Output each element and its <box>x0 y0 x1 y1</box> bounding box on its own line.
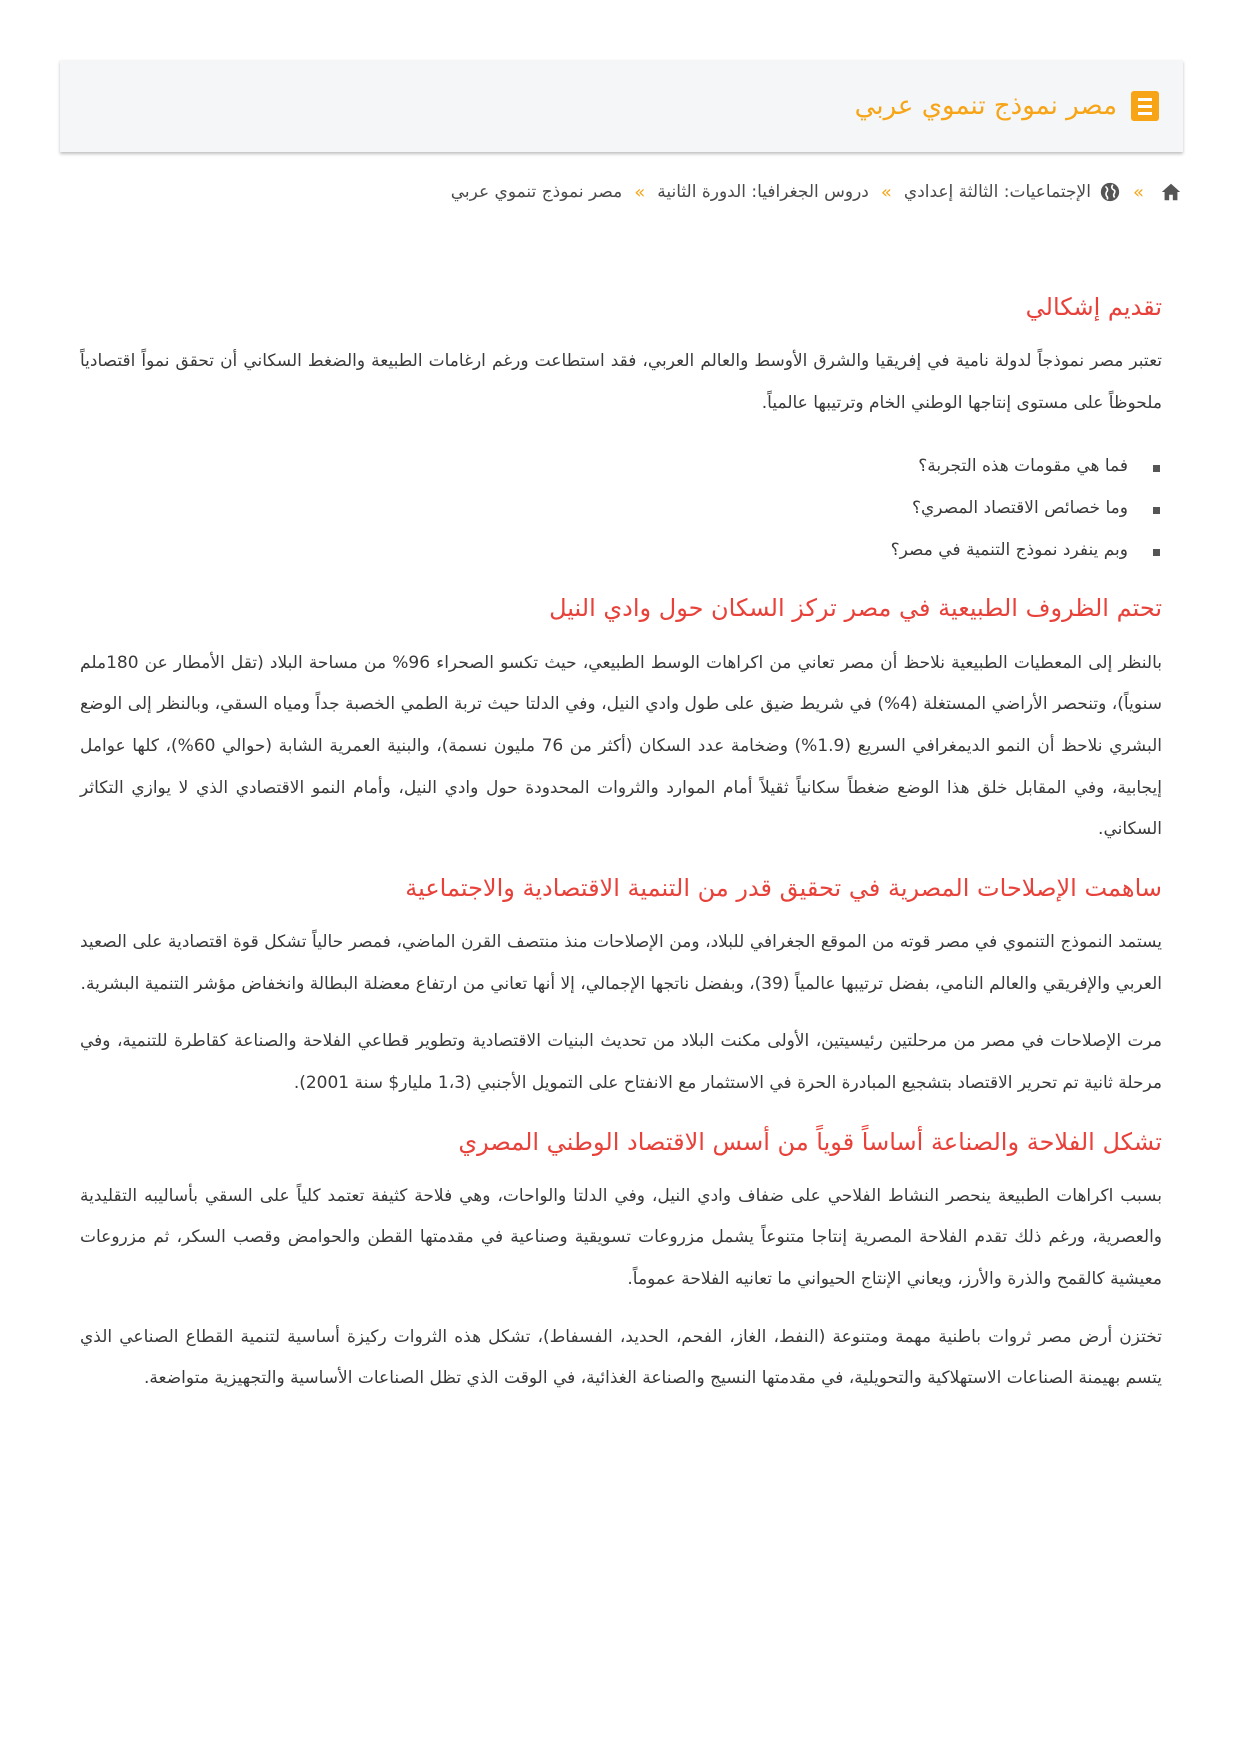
breadcrumb-item-course[interactable]: الإجتماعيات: الثالثة إعدادي <box>903 182 1091 202</box>
document-list-icon <box>1131 91 1159 121</box>
section-agriculture-industry <box>80 1127 1162 1400</box>
section-paragraph: مرت الإصلاحات في مصر من مرحلتين رئيسيتين، الأولى مكنت البلاد من تحديث البنيات الاقتصادية وتطوير قطاعي الفلاحة والصناعة كقاطرة للتنمية، وفي مرحلة ثانية تم تحرير الاقتصاد بتشجيع المبادرة الحرة في الاستثمار مع الانفتاح على التمويل الأجنبي (1،3 مليار$ سنة 2001). <box>80 1031 1162 1093</box>
question-item: وما خصائص الاقتصاد المصري؟ <box>80 488 1128 530</box>
section-heading: تقديم إشكالي <box>1025 293 1162 321</box>
section-paragraph: بسبب اكراهات الطبيعة ينحصر النشاط الفلاحي على ضفاف وادي النيل، وفي الدلتا والواحات، وهي فلاحة كثيفة تعتمد كلياً على السقي بأساليبه التقليدية والعصرية، ورغم ذلك تقدم الفلاحة المصرية إنتاجا متنوعاً يشمل مزروعات تسويقية وصناعية في مقدمتها القطن والحوامض وقصب السكر، ثم مزروعات معيشية كالقمح والذرة والأرز، ويعاني الإنتاج الحيواني ما تعانيه الفلاحة عموماً. <box>80 1185 1162 1289</box>
section-paragraph: تختزن أرض مصر ثروات باطنية مهمة ومتنوعة (النفط، الغاز، الفحم، الحديد، الفسفاط)، تشكل هذه الثروات ركيزة أساسية لتنمية القطاع الصناعي الذي يتسم بهيمنة الصناعات الاستهلاكية والتحويلية، في مقدمتها النسيج والصناعة الغذائية، في الوقت الذي تظل الصناعات الأساسية والتجهيزية متواضعة. <box>80 1326 1162 1389</box>
section-intro <box>80 292 1162 571</box>
globe-icon <box>1099 181 1121 203</box>
section-heading: ساهمت الإصلاحات المصرية في تحقيق قدر من التنمية الاقتصادية والاجتماعية <box>405 873 1162 902</box>
page-header <box>60 60 1183 152</box>
breadcrumb-item-current: مصر نموذج تنموي عربي <box>450 182 623 202</box>
breadcrumb-separator: » <box>634 181 646 203</box>
section-paragraph: تعتبر مصر نموذجاً لدولة نامية في إفريقيا والشرق الأوسط والعالم العربي، فقد استطاعت ورغم ارغامات الطبيعة والضغط السكاني أن تحقق نمواً اقتصادياً ملحوظاً على مستوى إنتاجها الوطني الخام وترتيبها عالمياً. <box>80 351 1162 413</box>
question-item: فما هي مقومات هذه التجربة؟ <box>80 446 1128 488</box>
section-heading: تحتم الظروف الطبيعية في مصر تركز السكان حول وادي النيل <box>549 594 1162 623</box>
section-paragraph: بالنظر إلى المعطيات الطبيعية نلاحظ أن مصر تعاني من اكراهات الوسط الطبيعي، حيث تكسو الصحراء 96% من مساحة البلاد (تقل الأمطار عن 180ملم سنوياً)، وتنحصر الأراضي المستغلة (4%) في شريط ضيق على طول وادي النيل، وفي الدلتا حيث تربة الطمي الخصبة جداً ومياه السقي، وبالنظر إلى الوضع البشري نلاحظ أن النمو الديمغرافي السريع (1.9%) وضخامة عدد السكان (أكثر من 76 مليون نسمة)، والبنية العمرية الشابة (حوالي 60%)، كلها عوامل إيجابية، وفي المقابل خلق هذا الوضع ضغطاً سكانياً ثقيلاً أمام الموارد والثروات المحدودة حول وادي النيل، وأمام النمو الاقتصادي الذي لا يوازي التكاثر السكاني. <box>80 652 1162 840</box>
breadcrumb-item-unit[interactable]: دروس الجغرافيا: الدورة الثانية <box>657 182 869 202</box>
question-item: وبم ينفرد نموذج التنمية في مصر؟ <box>80 530 1128 572</box>
question-list <box>80 446 1162 571</box>
page-title: مصر نموذج تنموي عربي <box>854 91 1117 121</box>
breadcrumb-separator: » <box>880 181 892 203</box>
section-heading: تشكل الفلاحة والصناعة أساساً قوياً من أسس الاقتصاد الوطني المصري <box>458 1127 1162 1156</box>
section-reforms <box>80 873 1162 1105</box>
home-icon[interactable] <box>1160 181 1182 203</box>
article-content <box>80 292 1162 1422</box>
section-natural-conditions <box>80 593 1162 850</box>
breadcrumb <box>60 175 1182 209</box>
breadcrumb-separator: » <box>1132 181 1144 203</box>
section-paragraph: يستمد النموذج التنموي في مصر قوته من الموقع الجغرافي للبلاد، ومن الإصلاحات منذ منتصف القرن الماضي، فمصر حالياً تشكل قوة اقتصادية على الصعيد العربي والإفريقي والعالم النامي، بفضل ترتيبها عالمياً (39)، وبفضل ناتجها الإجمالي، إلا أنها تعاني من ارتفاع معضلة البطالة وانخفاض مؤشر التنمية البشرية. <box>80 931 1162 994</box>
